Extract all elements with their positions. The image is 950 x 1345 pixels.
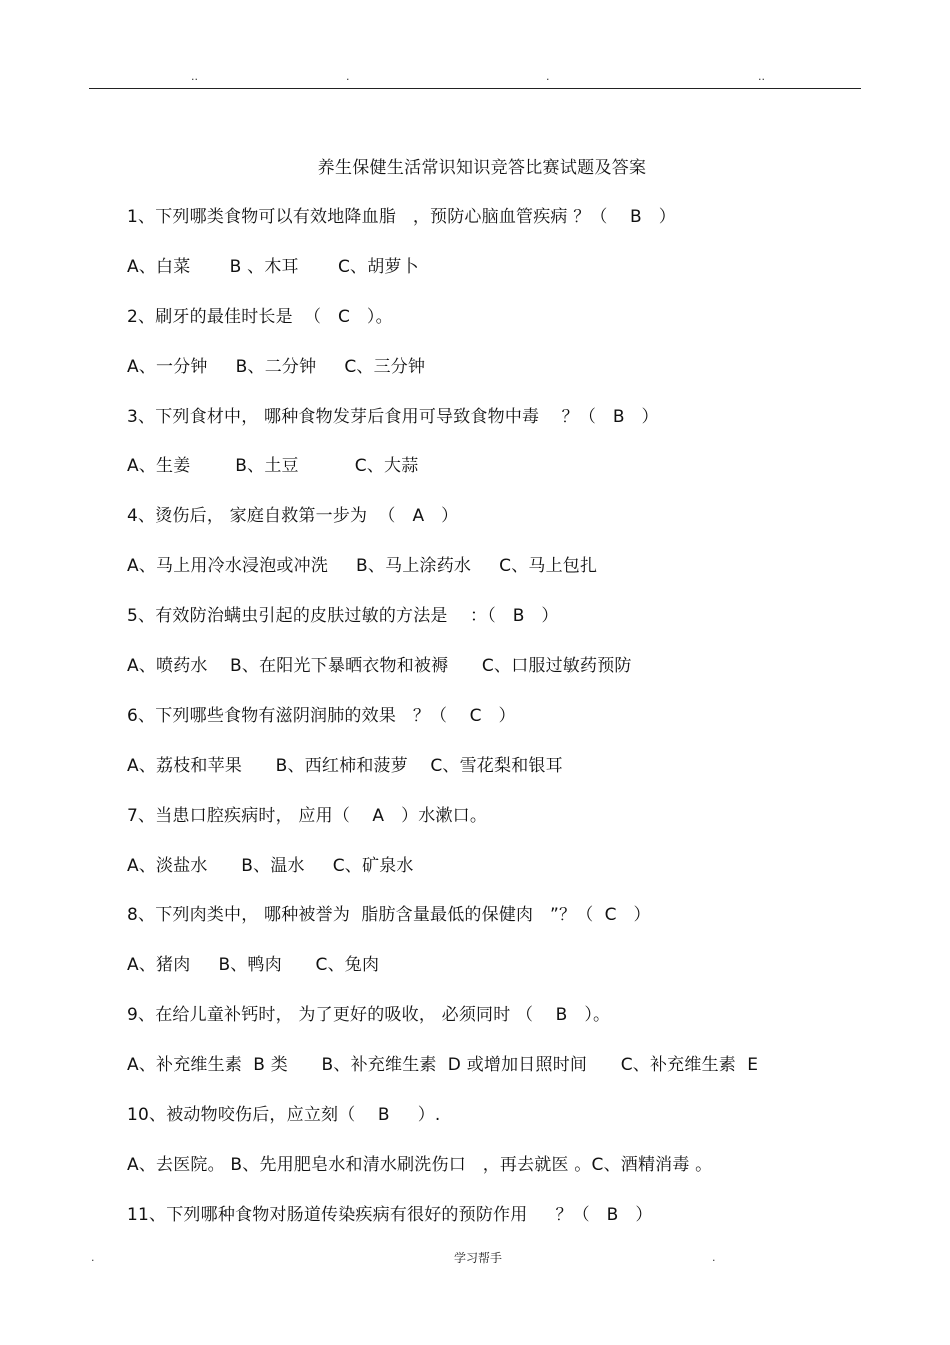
document-title: 养生保健生活常识知识竞答比赛试题及答案 <box>317 158 647 178</box>
question-9: 9、在给儿童补钙时， 为了更好的吸收， 必须同时 （ B ）。 <box>127 1005 611 1026</box>
options-9: A、补充维生素 B 类 B、补充维生素 D 或增加日照时间 C、补充维生素 E <box>127 1055 759 1076</box>
question-4: 4、烫伤后， 家庭自救第一步为 （ A ） <box>127 506 459 527</box>
question-2: 2、刷牙的最佳时长是 （ C ）。 <box>127 306 393 327</box>
header-mark-1: .. <box>191 70 198 83</box>
footer-left-mark: . <box>91 1251 95 1264</box>
options-6: A、荔枝和苹果 B、西红柿和菠萝 C、雪花梨和银耳 <box>127 755 563 776</box>
header-mark-3: . <box>546 70 550 83</box>
question-3: 3、下列食材中， 哪种食物发芽后食用可导致食物中毒 ？（ B ） <box>127 406 659 427</box>
question-11: 11、下列哪种食物对肠道传染疾病有很好的预防作用 ？（ B ） <box>127 1204 653 1225</box>
options-2: A、一分钟 B、二分钟 C、三分钟 <box>127 356 426 377</box>
options-7: A、淡盐水 B、温水 C、矿泉水 <box>127 855 414 876</box>
question-1: 1、下列哪类食物可以有效地降血脂 ，预防心脑血管疾病 ？（ B ） <box>127 207 676 227</box>
options-1: A、白菜 B 、木耳 C、胡萝卜 <box>127 256 419 277</box>
question-6: 6、下列哪些食物有滋阴润肺的效果 ？（ C ） <box>127 705 516 726</box>
header-rule <box>89 88 861 89</box>
options-3: A、生姜 B、土豆 C、大蒜 <box>127 456 419 477</box>
options-5: A、喷药水 B、在阳光下暴晒衣物和被褥 C、口服过敏药预防 <box>127 656 632 677</box>
question-8: 8、下列肉类中， 哪种被誉为 脂肪含量最低的保健肉 ”？（ C ） <box>127 905 651 926</box>
question-10: 10、被动物咬伤后，应立刻（ B ）. <box>127 1105 441 1126</box>
header-mark-4: .. <box>758 70 765 83</box>
options-4: A、马上用冷水浸泡或冲洗 B、马上涂药水 C、马上包扎 <box>127 556 598 577</box>
header-mark-2: . <box>346 70 350 83</box>
question-list <box>127 204 867 1252</box>
footer-label: 学习帮手 <box>453 1251 502 1265</box>
question-7: 7、当患口腔疾病时， 应用（ A ）水漱口。 <box>127 805 488 826</box>
question-5: 5、有效防治螨虫引起的皮肤过敏的方法是 ：（ B ） <box>127 606 559 627</box>
options-8: A、猪肉 B、鸭肉 C、兔肉 <box>127 955 380 976</box>
footer-right-mark: . <box>712 1251 716 1264</box>
options-10: A、去医院。 B、先用肥皂水和清水刷洗伤口 ，再去就医 。C、酒精消毒 。 <box>127 1154 713 1175</box>
